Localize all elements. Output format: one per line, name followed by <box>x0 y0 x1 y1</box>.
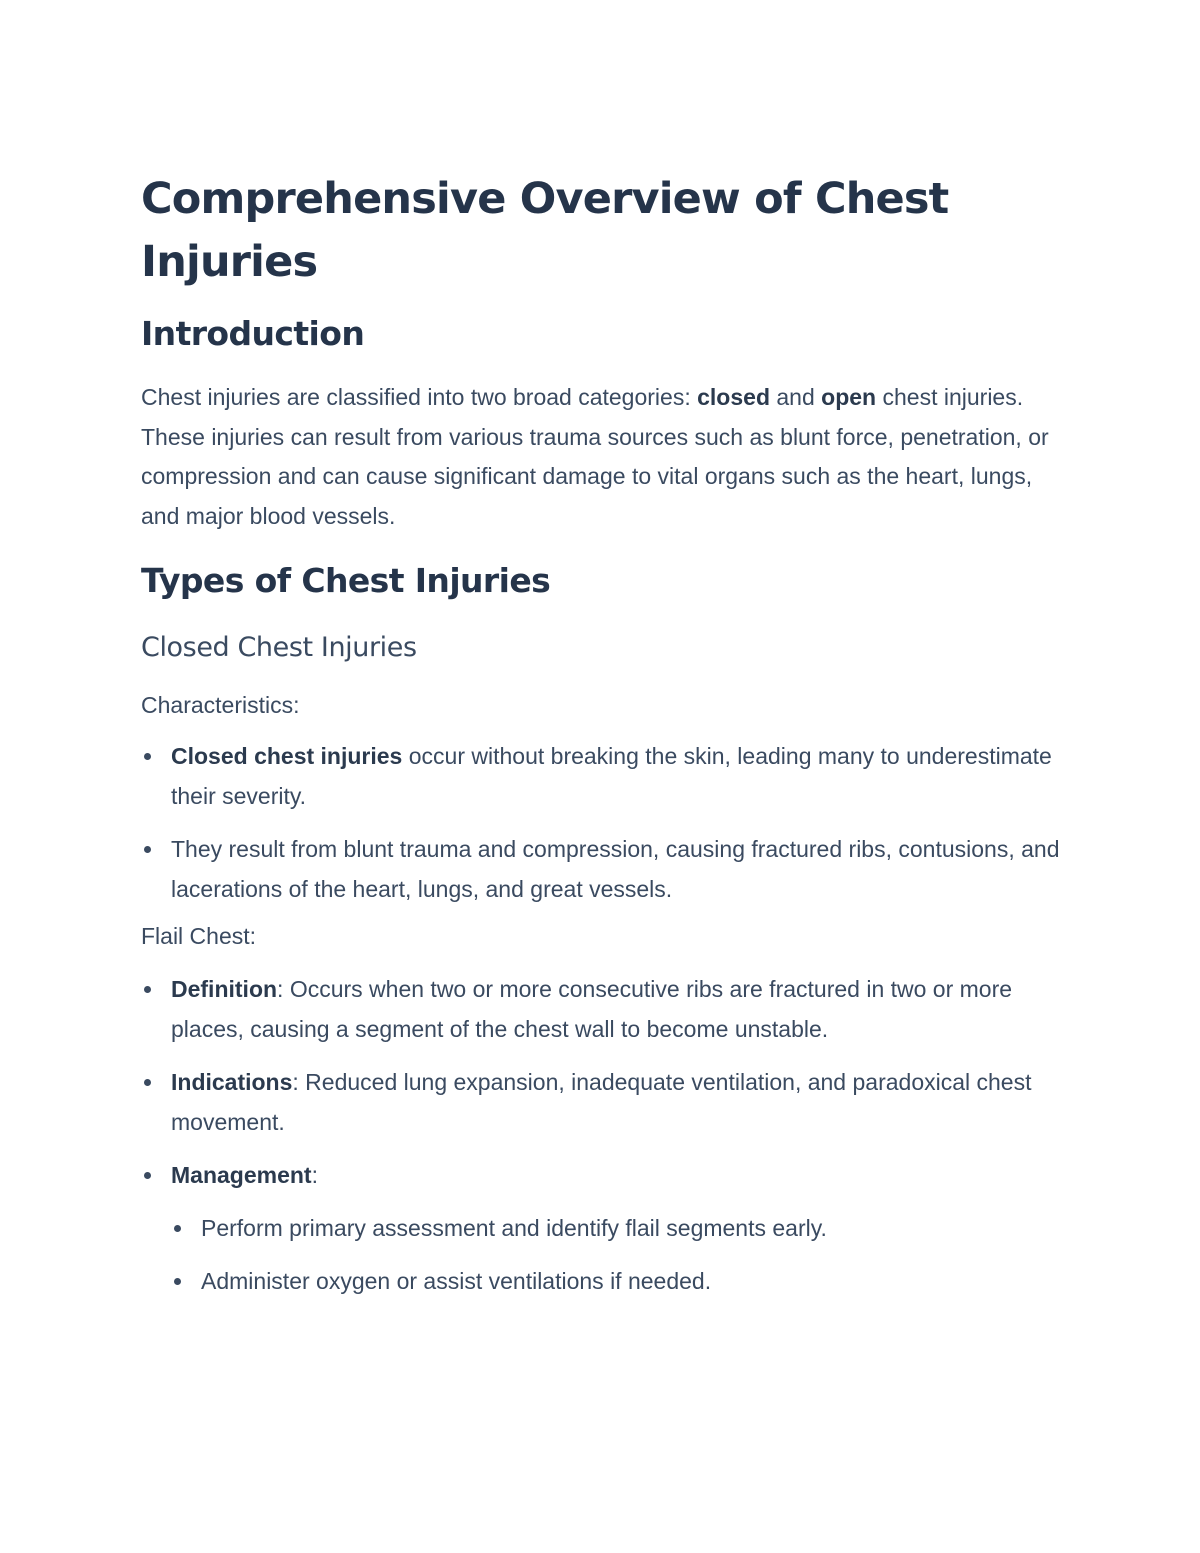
intro-bold-open: open <box>821 384 877 410</box>
list-item-text: They result from blunt trauma and compression, causing fractured ribs, contusions, and lacerations of the heart, lungs, and great vessels. <box>171 836 1060 902</box>
management-list <box>171 1208 1061 1301</box>
list-item <box>141 829 1061 909</box>
page-title: Comprehensive Overview of Chest Injuries <box>141 174 949 287</box>
list-item-bold: Indications <box>171 1069 293 1095</box>
flail-chest-label: Flail Chest: <box>141 923 257 949</box>
bullet-icon <box>144 846 151 853</box>
characteristics-list <box>141 736 1061 909</box>
list-item-text: : Occurs when two or more consecutive ribs are fractured in two or more places, causing a segment of the chest wall to become unstable. <box>171 976 1013 1042</box>
list-item-text: Administer oxygen or assist ventilations if needed. <box>201 1268 712 1294</box>
intro-text-and: and <box>770 384 822 410</box>
bullet-icon <box>144 1079 151 1086</box>
list-item-text: Perform primary assessment and identify flail segments early. <box>201 1215 827 1241</box>
flail-chest-list <box>141 969 1061 1301</box>
characteristics-label: Characteristics: <box>141 692 300 718</box>
intro-text-1: Chest injuries are classified into two broad categories: <box>141 384 698 410</box>
list-item <box>171 1208 1061 1248</box>
bullet-icon <box>144 1172 151 1179</box>
list-item <box>141 1155 1061 1301</box>
list-item-bold: Management <box>171 1162 312 1188</box>
subsection-heading-closed: Closed Chest Injuries <box>141 632 417 663</box>
section-heading-introduction: Introduction <box>141 314 365 353</box>
document-page <box>141 168 1061 1301</box>
list-item-text: : <box>311 1162 318 1188</box>
intro-bold-closed: closed <box>697 384 770 410</box>
bullet-icon <box>174 1278 181 1285</box>
section-heading-types: Types of Chest Injuries <box>141 561 551 600</box>
list-item-bold: Closed chest injuries <box>171 743 403 769</box>
list-item <box>141 736 1061 816</box>
list-item <box>141 969 1061 1049</box>
list-item <box>141 1062 1061 1142</box>
intro-text-2: chest injuries. These injuries can result from various trauma sources such as blunt force, penetration, or compression and can cause significant damage to vital organs such as the heart, lungs, and major blood vessels. <box>141 384 1049 529</box>
list-item-text: : Reduced lung expansion, inadequate ventilation, and paradoxical chest movement. <box>171 1069 1032 1135</box>
intro-paragraph <box>141 378 1061 536</box>
list-item <box>171 1261 1061 1301</box>
bullet-icon <box>174 1225 181 1232</box>
list-item-bold: Definition <box>171 976 278 1002</box>
bullet-icon <box>144 986 151 993</box>
bullet-icon <box>144 753 151 760</box>
list-item-text: occur without breaking the skin, leading many to underestimate their severity. <box>171 743 1052 809</box>
